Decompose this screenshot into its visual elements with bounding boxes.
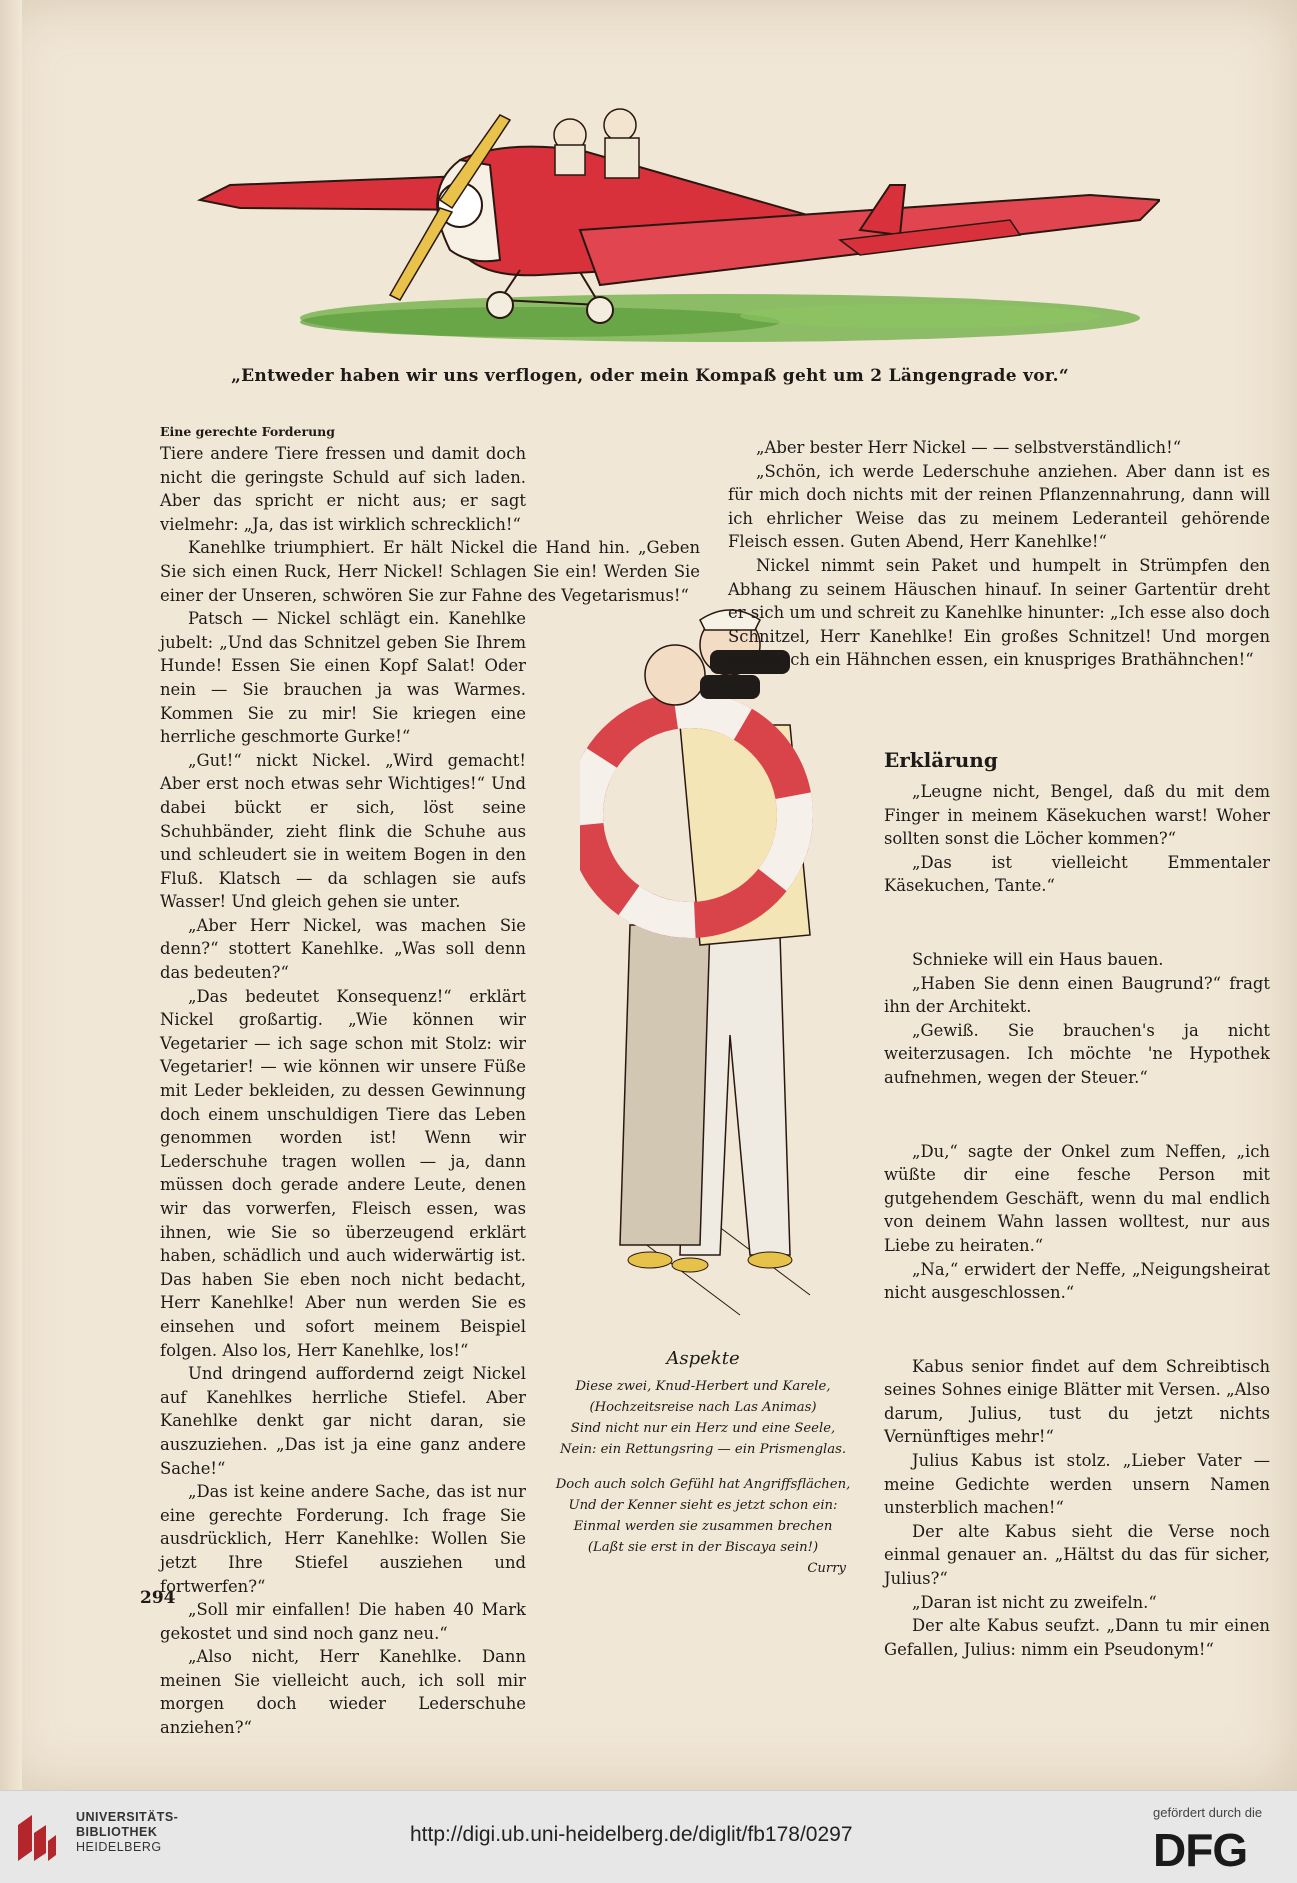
paragraph: Der alte Kabus sieht die Verse noch einmal genauer an. „Hältst du das für sicher, Julius?“ (884, 1521, 1270, 1589)
poem-line: Nein: ein Rettungsring — ein Prismenglas. (559, 1442, 847, 1457)
right-column-lower (884, 736, 1270, 1661)
permalink-url[interactable]: http://digi.ub.uni-heidelberg.de/diglit/fb178/0297 (410, 1823, 853, 1846)
paragraph: „Daran ist nicht zu zweifeln.“ (912, 1592, 1157, 1612)
institution-line: HEIDELBERG (76, 1840, 162, 1854)
right-column-top (728, 436, 1270, 672)
left-column (160, 424, 700, 1740)
dfg-logo[interactable]: DFG (1153, 1824, 1248, 1876)
university-library-logo-icon[interactable] (14, 1811, 60, 1865)
funding-label: gefördert durch die (1153, 1805, 1263, 1820)
viewer-footer (0, 1790, 1297, 1883)
poem-line: Und der Kenner sieht es jetzt schon ein: (568, 1498, 838, 1513)
poem-line: Sind nicht nur ein Herz und eine Seele, (570, 1421, 836, 1436)
paragraph: „Gewiß. Sie brauchen's ja nicht weiterzusagen. Ich möchte 'ne Hypothek aufnehmen, wegen der Steuer.“ (884, 1020, 1270, 1087)
paragraph: Julius Kabus ist stolz. „Lieber Vater — meine Gedichte werden unsern Namen unsterblich machen!“ (884, 1451, 1270, 1518)
paragraph: „Na,“ erwidert der Neffe, „Neigungsheirat nicht ausgeschlossen.“ (884, 1259, 1270, 1303)
couple-illustration (580, 605, 840, 1325)
paragraph: Kabus senior findet auf dem Schreibtisch seines Sohnes einige Blätter mit Versen. „Also darum, Julius, tust du jetzt nichts Vernünftiges mehr!“ (884, 1356, 1270, 1447)
paragraph: Schnieke will ein Haus bauen. (912, 949, 1164, 969)
paragraph: „Also nicht, Herr Kanehlke. Dann meinen Sie vielleicht auch, ich soll mir morgen doch wieder Lederschuhe anziehen?“ (160, 1647, 526, 1738)
paragraph: „Haben Sie denn einen Baugrund?“ fragt ihn der Architekt. (884, 973, 1270, 1017)
paragraph: „Soll mir einfallen! Die haben 40 Mark gekostet und sind noch ganz neu.“ (160, 1600, 526, 1643)
paragraph: „Das ist vielleicht Emmentaler Käsekuchen, Tante.“ (884, 852, 1270, 896)
poem-line: Doch auch solch Gefühl hat Angriffsflächen, (555, 1477, 851, 1492)
poem-line: (Laßt sie erst in der Biscaya sein!) (587, 1540, 819, 1555)
paragraph: „Schön, ich werde Lederschuhe anziehen. Aber dann ist es für mich doch nichts mit der reinen Pflanzennahrung, dann will ich ehrlicher Weise das zu meinem Lederanteil gehörende Fleisch essen. Guten Abend, Herr Kanehlke!“ (728, 461, 1270, 552)
paragraph: Tiere andere Tiere fressen und damit doch nicht die geringste Schuld auf sich laden. Aber das spricht er nicht aus; er sagt vielmehr: „Ja, das ist wirklich schrecklich!“ (160, 444, 526, 534)
paragraph: „Aber Herr Nickel, was machen Sie denn?“ stottert Kanehlke. „Was soll denn das bedeuten?“ (160, 915, 526, 983)
airplane-caption: „Entweder haben wir uns verflogen, oder mein Kompaß geht um 2 Längengrade vor.“ (231, 366, 1069, 386)
paragraph: Nickel nimmt sein Paket und humpelt in Strümpfen den Abhang zu seinem Häuschen hinauf. In seiner Gartentür dreht er sich um und schreit zu Kanehlke hinunter: „Ich esse also doch Schnitzel, Herr Kanehlke! Ein großes Schnitzel! Und morgen werde ich ein Hähnchen essen, ein knuspriges Brathähnchen!“ (728, 555, 1270, 670)
poem-signature: Curry (807, 1561, 846, 1576)
poem-line: Einmal werden sie zusammen brechen (573, 1519, 833, 1534)
poem-title: Aspekte (666, 1348, 740, 1369)
paragraph: Und dringend auffordernd zeigt Nickel auf Kanehlkes herrliche Stiefel. Aber Kanehlke denkt gar nicht daran, sie auszuziehen. „Das ist ja eine ganz andere Sache!“ (160, 1364, 526, 1478)
page-number: 294 (140, 1588, 176, 1608)
poem-aspekte (548, 1346, 858, 1579)
left-column-heading: Eine gerechte Forderung (160, 424, 335, 439)
paragraph: Kanehlke triumphiert. Er hält Nickel die Hand hin. „Geben Sie sich einen Ruck, Herr Nickel! Schlagen Sie ein! Werden Sie einer der Unseren, schwören Sie zur Fahne des Vegetarismus!“ (160, 538, 700, 605)
erklaerung-heading: Erklärung (884, 748, 998, 772)
paragraph: „Gut!“ nickt Nickel. „Wird gemacht! Aber erst noch etwas sehr Wichtiges!“ Und dabei bückt er sich, löst seine Schuhbänder, zieht flink die Schuhe aus und schleudert sie in weitem Bogen in den Fluß. Klatsch — da schlagen sie aufs Wasser! Und gleich gehen sie unter. (160, 750, 526, 912)
poem-line: (Hochzeitsreise nach Las Animas) (589, 1400, 817, 1415)
institution-line: BIBLIOTHEK (76, 1825, 158, 1839)
paragraph: „Du,“ sagte der Onkel zum Neffen, „ich wüßte dir eine fesche Person mit gutgehendem Geschäft, wenn du mal endlich von deinem Wahn lassen wolltest, nur aus Liebe zu heiraten.“ (884, 1141, 1270, 1255)
poem-line: Diese zwei, Knud-Herbert und Karele, (575, 1379, 831, 1394)
paragraph: „Das ist keine andere Sache, das ist nur eine gerechte Forderung. Ich frage Sie ausdrücklich, Herr Kanehlke: Wollen Sie jetzt Ihre Stiefel ausziehen und fortwerfen?“ (160, 1482, 526, 1596)
paragraph: „Leugne nicht, Bengel, daß du mit dem Finger in meinem Käsekuchen warst! Woher sollten sonst die Löcher kommen?“ (884, 782, 1270, 849)
university-library-name[interactable] (76, 1810, 178, 1855)
airplane-illustration (160, 100, 1160, 350)
paragraph: „Aber bester Herr Nickel — — selbstverständlich!“ (756, 438, 1182, 457)
paragraph: Patsch — Nickel schlägt ein. Kanehlke jubelt: „Und das Schnitzel geben Sie Ihrem Hunde! Essen Sie einen Kopf Salat! Oder nein — Sie brauchen ja was Warmes. Kommen Sie zu mir! Sie kriegen eine herrliche geschmorte Gurke!“ (160, 609, 526, 747)
paragraph: „Das bedeutet Konsequenz!“ erklärt Nickel großartig. „Wie können wir Vegetarier — ich sage schon mit Stolz: wir Vegetarier! — wie können wir unsere Füße mit Leder bekleiden, zu dessen Gewinnung doch einem unschuldigen Tiere das Leben genommen worden ist! Wenn wir Lederschuhe tragen wollen — ja, dann müssen doch gerade andere Leute, denen wir das vorwerfen, Fleisch essen, was ihnen, wie Sie so überzeugend erklärt haben, schädlich und auch widerwärtig ist. Das haben Sie eben noch nicht bedacht, Herr Kanehlke! Aber nun werden Sie es einsehen und sofort meinem Beispiel folgen. Also los, Herr Kanehlke, los!“ (160, 986, 526, 1360)
paragraph: Der alte Kabus seufzt. „Dann tu mir einen Gefallen, Julius: nimm ein Pseudonym!“ (884, 1616, 1270, 1659)
institution-line: UNIVERSITÄTS- (76, 1810, 179, 1824)
